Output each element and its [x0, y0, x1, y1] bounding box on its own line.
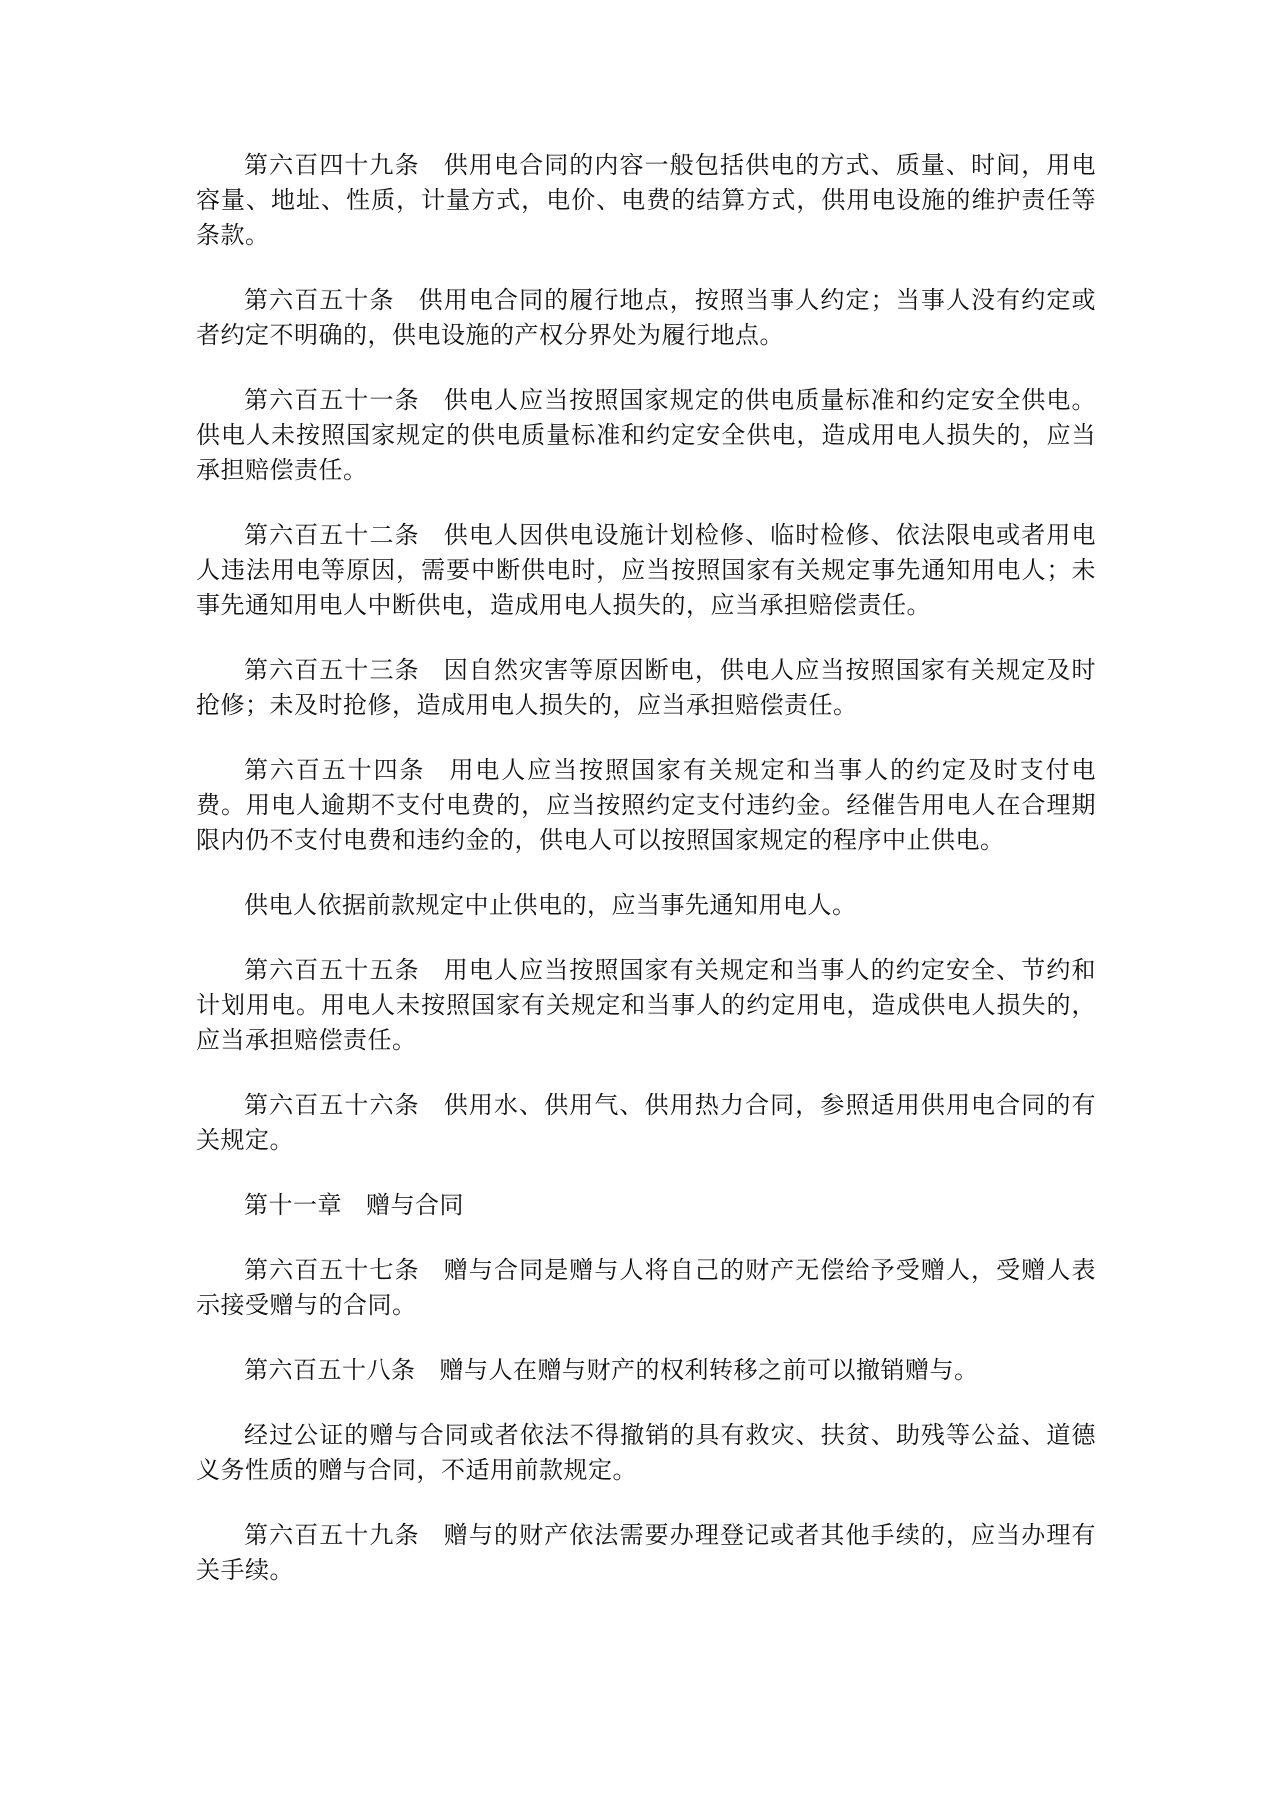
article-number: 第六百五十一条 [244, 386, 420, 414]
article-number: 第六百五十八条 [244, 1356, 416, 1384]
article-659 [196, 1518, 1096, 1588]
document-page [196, 148, 1096, 1618]
chapter-heading [196, 1188, 1096, 1223]
article-658 [196, 1353, 1096, 1388]
article-text: 赠与合同是赠与人将自己的财产无偿给予受赠人，受赠人表示接受赠与的合同。 [196, 1256, 1096, 1319]
article-number: 第六百五十条 [244, 286, 395, 314]
article-number: 第六百五十九条 [244, 1521, 420, 1549]
article-text: 用电人应当按照国家有关规定和当事人的约定及时支付电费。用电人逾期不支付电费的，应当按照约定支付违约金。经催告用电人在合理期限内仍不支付电费和违约金的，供电人可以按照国家规定的程序中止供电。 [196, 756, 1097, 854]
article-654-clause-2 [196, 888, 1096, 923]
article-text: 供用电合同的履行地点，按照当事人约定；当事人没有约定或者约定不明确的，供电设施的产权分界处为履行地点。 [196, 286, 1096, 349]
article-number: 第六百五十四条 [244, 756, 426, 784]
article-number: 第六百五十五条 [244, 956, 420, 984]
article-658-clause-2 [196, 1418, 1096, 1488]
article-652 [196, 518, 1096, 623]
article-654 [196, 753, 1096, 858]
article-653 [196, 653, 1096, 723]
article-649 [196, 148, 1096, 253]
article-656 [196, 1088, 1096, 1158]
article-655 [196, 953, 1096, 1058]
article-657 [196, 1253, 1096, 1323]
article-number: 第六百五十七条 [244, 1256, 420, 1284]
article-text: 供用电合同的内容一般包括供电的方式、质量、时间，用电容量、地址、性质，计量方式，电价、电费的结算方式，供用电设施的维护责任等条款。 [196, 151, 1096, 249]
chapter-number: 第十一章 [244, 1191, 342, 1219]
article-text: 供电人因供电设施计划检修、临时检修、依法限电或者用电人违法用电等原因，需要中断供电时，应当按照国家有关规定事先通知用电人；未事先通知用电人中断供电，造成用电人损失的，应当承担赔偿责任。 [196, 521, 1096, 619]
article-651 [196, 383, 1096, 488]
article-text: 供用水、供用气、供用热力合同，参照适用供用电合同的有关规定。 [196, 1091, 1096, 1154]
clause-text: 供电人依据前款规定中止供电的，应当事先通知用电人。 [244, 891, 857, 919]
article-text: 赠与人在赠与财产的权利转移之前可以撤销赠与。 [439, 1356, 979, 1384]
article-number: 第六百五十六条 [244, 1091, 420, 1119]
article-number: 第六百五十二条 [244, 521, 420, 549]
article-text: 用电人应当按照国家有关规定和当事人的约定安全、节约和计划用电。用电人未按照国家有关规定和当事人的约定用电，造成供电人损失的，应当承担赔偿责任。 [196, 956, 1096, 1054]
chapter-title: 赠与合同 [366, 1191, 464, 1219]
clause-text: 经过公证的赠与合同或者依法不得撤销的具有救灾、扶贫、助残等公益、道德义务性质的赠与合同，不适用前款规定。 [196, 1421, 1096, 1484]
article-650 [196, 283, 1096, 353]
article-text: 因自然灾害等原因断电，供电人应当按照国家有关规定及时抢修；未及时抢修，造成用电人损失的，应当承担赔偿责任。 [196, 656, 1096, 719]
article-number: 第六百四十九条 [244, 151, 420, 179]
article-text: 赠与的财产依法需要办理登记或者其他手续的，应当办理有关手续。 [196, 1521, 1096, 1584]
article-number: 第六百五十三条 [244, 656, 420, 684]
article-text: 供电人应当按照国家规定的供电质量标准和约定安全供电。供电人未按照国家规定的供电质量标准和约定安全供电，造成用电人损失的，应当承担赔偿责任。 [196, 386, 1096, 484]
